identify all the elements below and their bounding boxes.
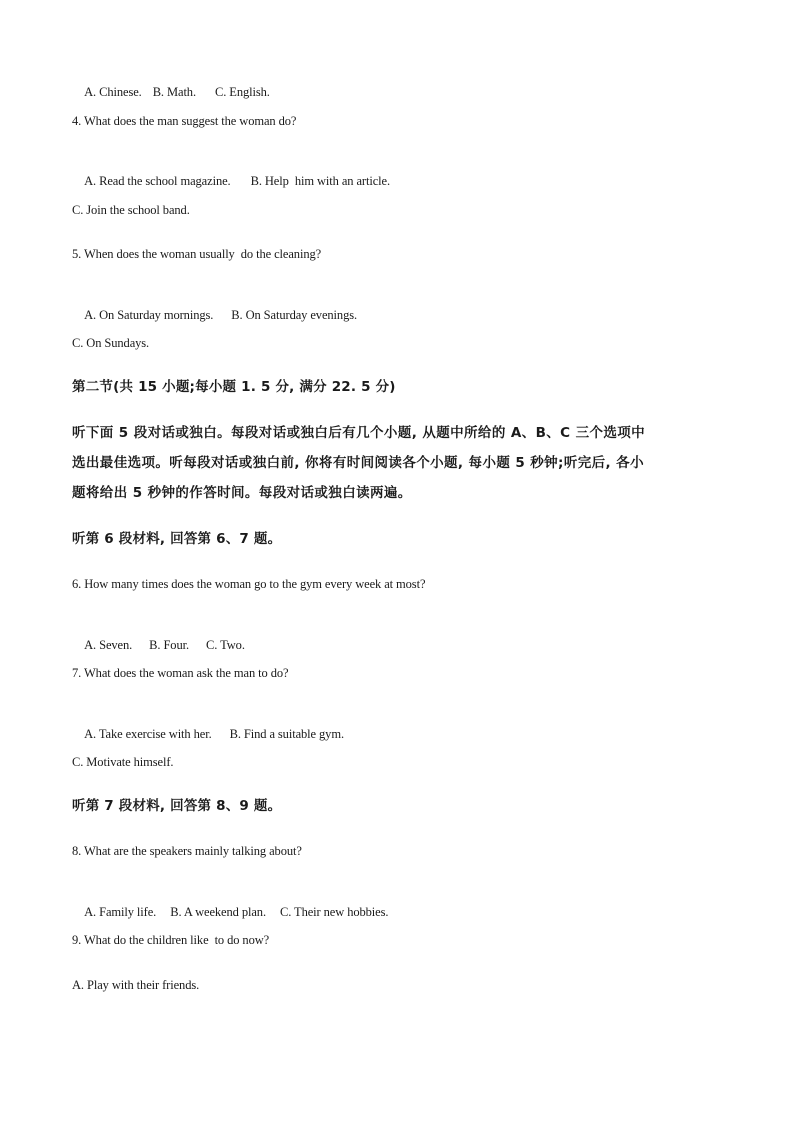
q8-option-b: B. A weekend plan. (170, 905, 266, 919)
q8-options (72, 888, 388, 936)
q3-option-c: C. English. (215, 85, 270, 99)
q8-option-a: A. Family life. (84, 905, 157, 919)
q5-options (72, 291, 357, 339)
section2-heading: 第二节(共 15 小题;每小题 1. 5 分, 满分 22. 5 分) (72, 379, 396, 395)
section2-instructions (72, 418, 722, 508)
q7-option-b: B. Find a suitable gym. (229, 727, 344, 741)
q4-question: 4. What does the man suggest the woman do? (72, 114, 297, 128)
q5-option-b: B. On Saturday evenings. (231, 308, 358, 322)
q6-option-a: A. Seven. (84, 638, 133, 652)
q4-option-b: B. Help him with an article. (250, 174, 391, 188)
q5-question: 5. When does the woman usually do the cleaning? (72, 247, 322, 261)
q7-option-c: C. Motivate himself. (72, 755, 174, 769)
q8-option-c: C. Their new hobbies. (279, 905, 389, 919)
q3-options (72, 68, 270, 116)
instruction-line-1: 听下面 5 段对话或独白。每段对话或独白后有几个小题, 从题中所给的 A、B、C 三个选项中 (72, 425, 646, 441)
q6-options (72, 621, 245, 669)
q8-question: 8. What are the speakers mainly talking about? (72, 844, 302, 858)
q4-option-a: A. Read the school magazine. (84, 174, 231, 188)
q7-option-a: A. Take exercise with her. (84, 727, 212, 741)
q9-question: 9. What do the children like to do now? (72, 933, 270, 947)
passage7-heading: 听第 7 段材料, 回答第 8、9 题。 (72, 798, 282, 814)
passage6-heading: 听第 6 段材料, 回答第 6、7 题。 (72, 531, 282, 547)
q4-options (72, 157, 390, 205)
q6-question: 6. How many times does the woman go to the gym every week at most? (72, 577, 426, 591)
q9-option-a: A. Play with their friends. (72, 978, 200, 992)
q7-options (72, 710, 344, 758)
q5-option-a: A. On Saturday mornings. (84, 308, 214, 322)
q6-option-b: B. Four. (149, 638, 190, 652)
q4-option-c: C. Join the school band. (72, 203, 190, 217)
q5-option-c: C. On Sundays. (72, 336, 150, 350)
q3-option-b: B. Math. (152, 85, 196, 99)
instruction-line-3: 题将给出 5 秒钟的作答时间。每段对话或独白读两遍。 (72, 485, 412, 501)
instruction-line-2: 选出最佳选项。听每段对话或独白前, 你将有时间阅读各个小题, 每小题 5 秒钟;听完后, 各小 (72, 455, 644, 471)
q7-question: 7. What does the woman ask the man to do? (72, 666, 289, 680)
q6-option-c: C. Two. (206, 638, 245, 652)
q3-option-a: A. Chinese. (84, 85, 142, 99)
